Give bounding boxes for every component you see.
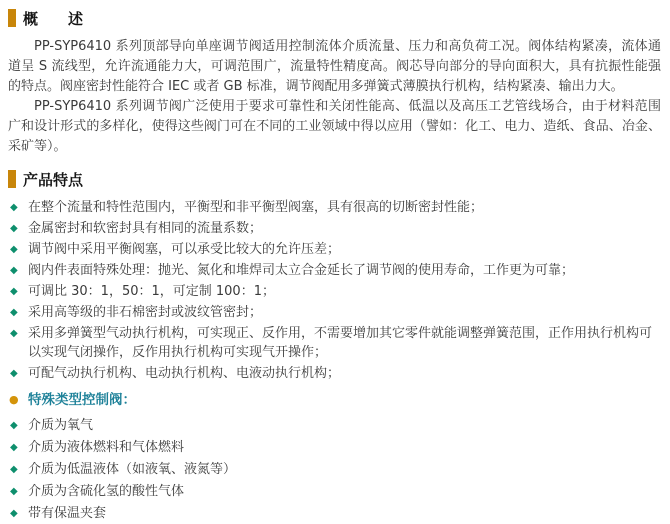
diamond-bullet-icon: ◆: [10, 244, 18, 255]
special-item-text: 介质为氧气: [28, 418, 94, 433]
feature-list-item: [8, 261, 661, 280]
feature-list-item: [8, 303, 661, 322]
feature-item-text: 阀内件表面特殊处理：抛光、氮化和堆焊司太立合金延长了调节阀的使用寿命，工作更为可靠；: [28, 263, 575, 278]
diamond-bullet-icon: ◆: [10, 368, 18, 379]
special-types-list: [8, 416, 661, 523]
feature-item-text: 采用多弹簧型气动执行机构，可实现正、反作用，不需要增加其它零件就能调整弹簧范围，正作用执行机构可以实现气闭操作，反作用执行机构可实现气开操作；: [28, 326, 653, 360]
diamond-bullet-icon: ◆: [10, 307, 18, 318]
overview-title: 概 述: [23, 9, 84, 28]
overview-paragraph: PP-SYP6410 系列顶部导向单座调节阀适用控制流体介质流量、压力和高负荷工况。阀体结构紧凑，流体通道呈 S 流线型，允许流通能力大，可调范围广，流量特性精度高。阀芯导向部分的导向面积大，具有抗振性能强的特点。阀座密封性能符合 IEC 或者 GB 标准，调节阀配用多弹簧式薄膜执行机构，结构紧凑、输出力大。: [8, 39, 661, 94]
feature-item-text: 可调比 30：1，50：1，可定制 100：1；: [28, 284, 275, 299]
special-list-item: [8, 438, 661, 457]
feature-item-text: 金属密封和软密封具有相同的流量系数；: [28, 221, 263, 236]
diamond-bullet-icon: ◆: [10, 223, 18, 234]
special-list-item: [8, 482, 661, 501]
feature-list-item: [8, 219, 661, 238]
features-section: [8, 169, 661, 523]
features-title: 产品特点: [23, 170, 84, 189]
accent-bar-icon: [8, 9, 16, 27]
diamond-bullet-icon: ◆: [10, 508, 18, 519]
overview-header: [8, 8, 661, 28]
feature-item-text: 采用高等级的非石棉密封或波纹管密封；: [28, 305, 263, 320]
feature-list-item: [8, 364, 661, 383]
special-item-text: 介质为含硫化氢的酸性气体: [28, 484, 185, 499]
diamond-bullet-icon: ◆: [10, 486, 18, 497]
feature-list-item: [8, 240, 661, 259]
special-item-text: 介质为低温液体（如液氧、液氮等）: [28, 462, 237, 477]
special-list-item: [8, 416, 661, 435]
feature-list-item: [8, 324, 661, 362]
feature-item-text: 在整个流量和特性范围内，平衡型和非平衡型阀塞，具有很高的切断密封性能；: [28, 200, 484, 215]
special-types-heading: 特殊类型控制阀：: [28, 392, 136, 408]
diamond-bullet-icon: ◆: [10, 464, 18, 475]
diamond-bullet-icon: ◆: [10, 328, 18, 339]
special-item-text: 带有保温夹套: [28, 506, 107, 521]
diamond-bullet-icon: ◆: [10, 286, 18, 297]
diamond-bullet-icon: ◆: [10, 420, 18, 431]
feature-item-text: 调节阀中采用平衡阀塞，可以承受比较大的允许压差；: [28, 242, 341, 257]
feature-list-item: [8, 198, 661, 217]
accent-bar-icon: [8, 170, 16, 188]
diamond-bullet-icon: ◆: [10, 442, 18, 453]
special-item-text: 介质为液体燃料和气体燃料: [28, 440, 185, 455]
overview-section: [8, 8, 661, 157]
special-list-item: [8, 460, 661, 479]
features-header: [8, 169, 661, 189]
special-list-item: [8, 504, 661, 523]
feature-list-item: [8, 282, 661, 301]
circle-bullet-icon: ●: [9, 393, 19, 406]
diamond-bullet-icon: ◆: [10, 202, 18, 213]
overview-paragraph: PP-SYP6410 系列调节阀广泛使用于要求可靠性和关闭性能高、低温以及高压工艺管线场合，由于材料范围广和设计形式的多样化，使得这些阀门可在不同的工业领域中得以应用（譬如：化工、电力、造纸、食品、冶金、采矿等）。: [8, 99, 661, 154]
feature-item-text: 可配气动执行机构、电动执行机构、电液动执行机构；: [28, 366, 341, 381]
diamond-bullet-icon: ◆: [10, 265, 18, 276]
special-types-heading-row: [8, 390, 661, 410]
features-list: [8, 198, 661, 383]
